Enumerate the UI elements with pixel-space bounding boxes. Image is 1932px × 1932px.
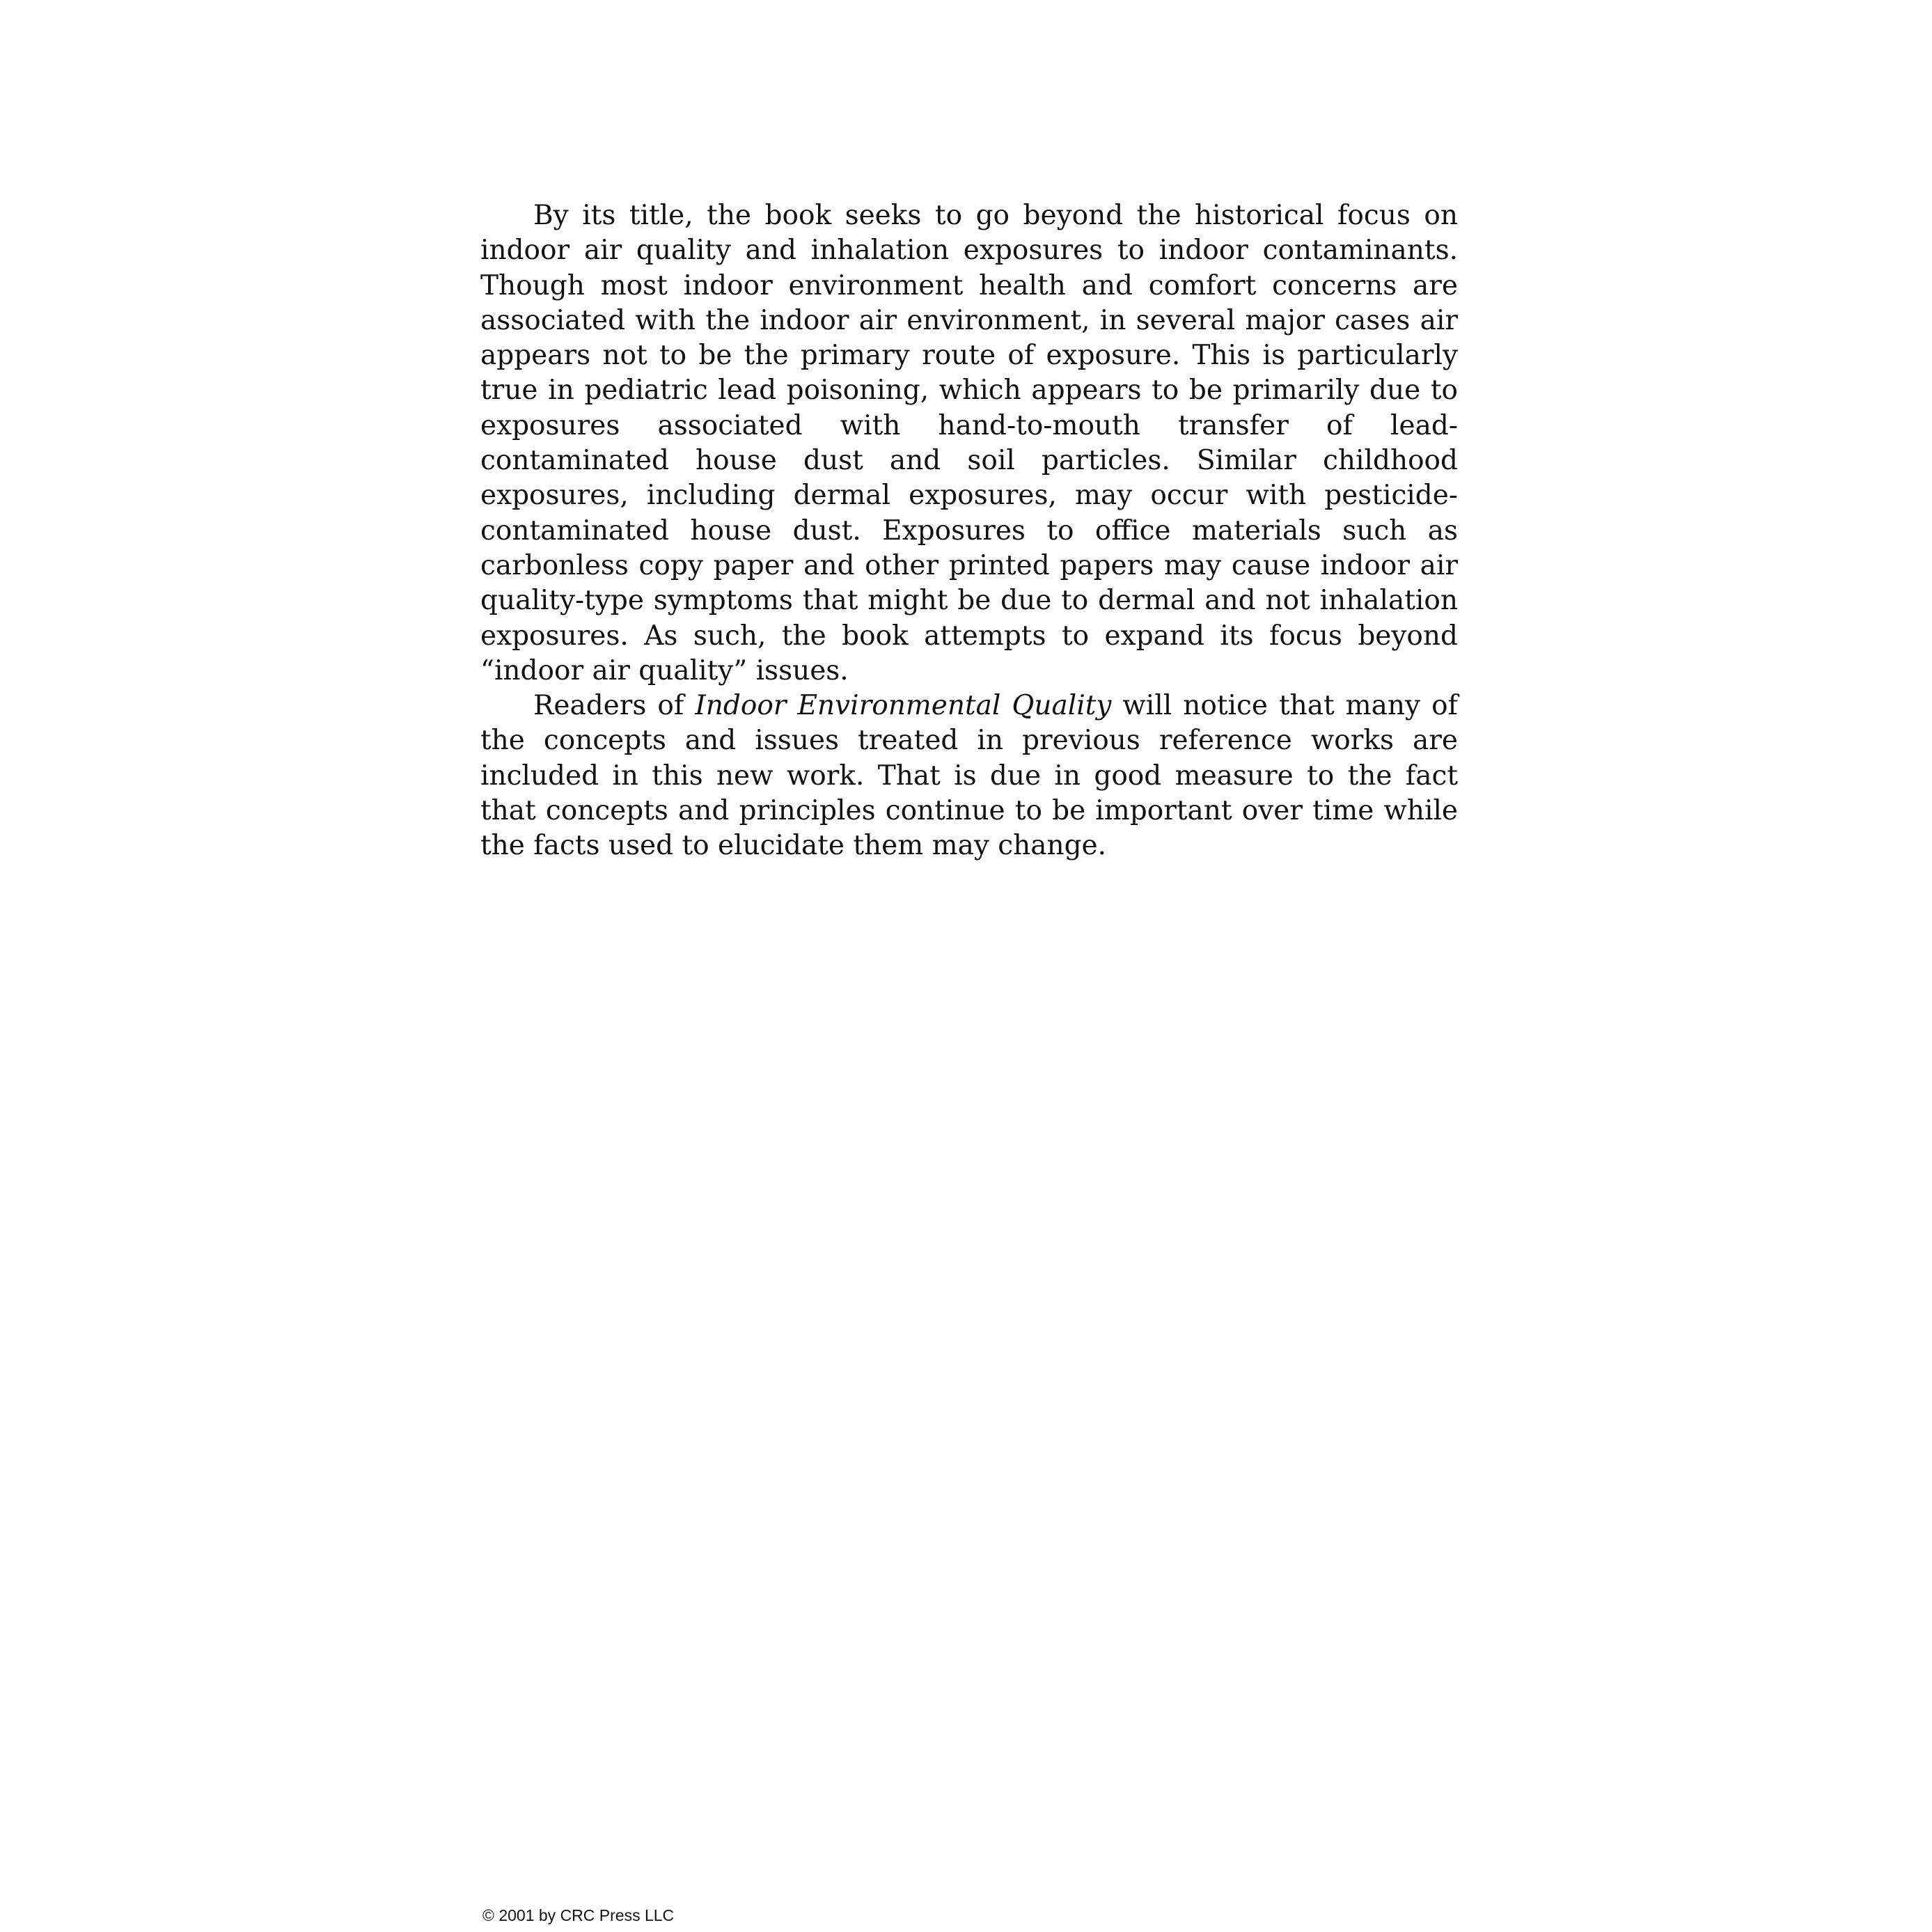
paragraph-1: By its title, the book seeks to go beyond the historical focus on indoor air quality and inhalation exposures to indoor contaminants. Though most indoor environment health and comfort concerns are associated with the indoor air environment, in several major cases air appears not to be the primary route of exposure. This is particularly true in pediatric lead poisoning, which appears to be primarily due to exposures associated with hand-to-mouth transfer of lead-contaminated house dust and soil particles. Similar childhood exposures, including dermal exposures, may occur with pesticide-contaminated house dust. Exposures to office materials such as carbonless copy paper and other printed papers may cause indoor air quality-type symptoms that might be due to dermal and not inhalation exposures. As such, the book attempts to expand its focus beyond “indoor air quality” issues. (480, 200, 1458, 686)
book-title: Indoor Environmental Quality (695, 690, 1112, 722)
paragraph-2 (480, 689, 1458, 863)
copyright-footer: © 2001 by CRC Press LLC (482, 1906, 675, 1924)
paragraph-2-lead: Readers of (533, 690, 696, 722)
paragraph-2-rest: will notice that many of the concepts and issues treated in previous reference works are included in this new work. That is due in good measure to the fact that concepts and principles continue to be important over time while the facts used to elucidate them may change. (480, 690, 1458, 862)
body-text (480, 198, 1458, 864)
